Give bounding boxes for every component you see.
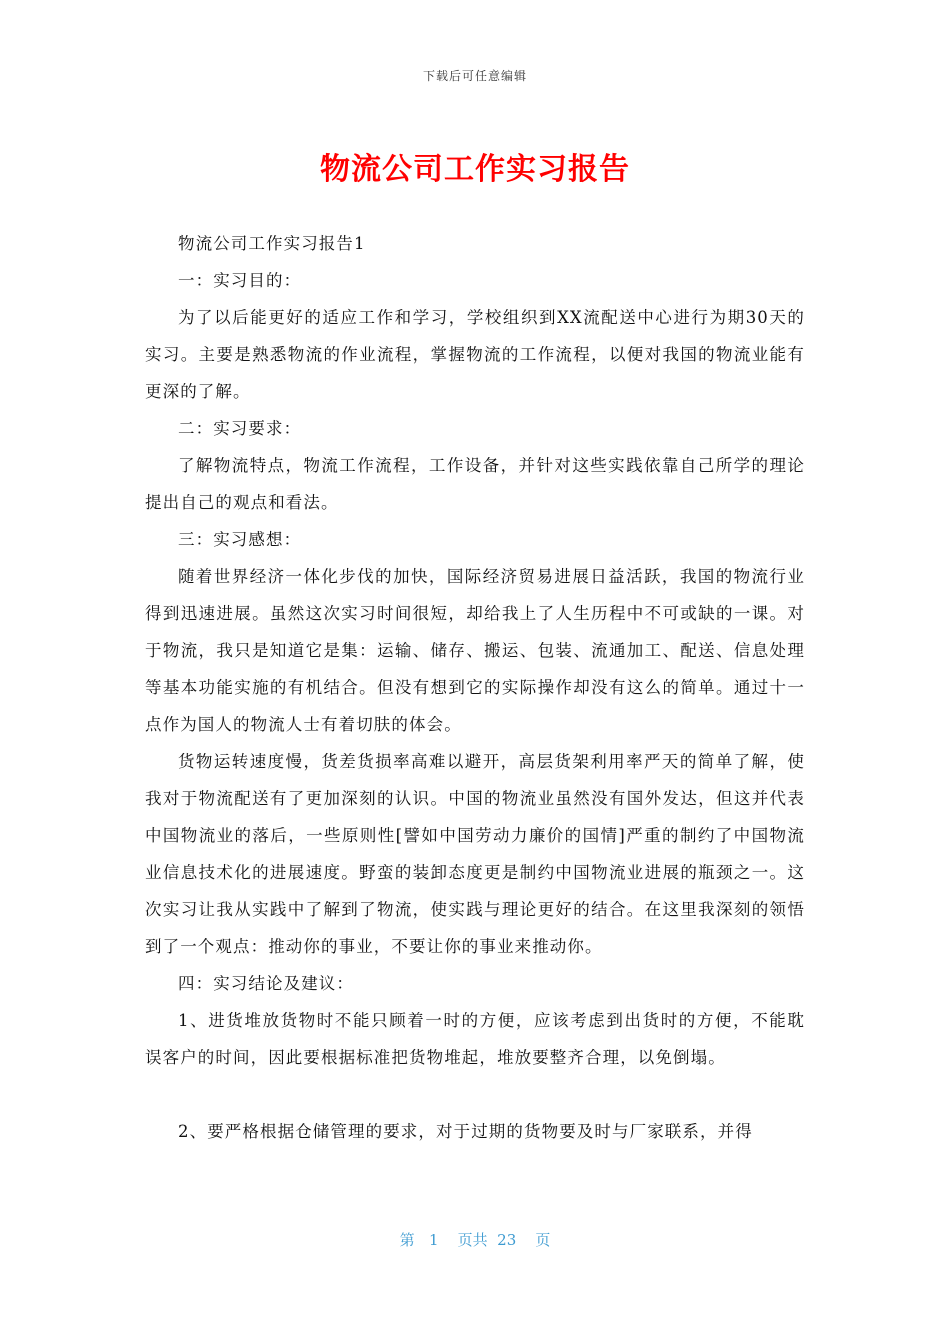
paragraph-section-requirements: 二：实习要求：	[178, 419, 302, 438]
footer-middle: 页共	[457, 1231, 488, 1249]
footer-suffix: 页	[535, 1231, 551, 1249]
paragraph-report-heading: 物流公司工作实习报告1	[178, 234, 366, 253]
paragraph-conclusion-item-2: 2、要严格根据仓储管理的要求，对于过期的货物要及时与厂家联系，并得	[178, 1122, 753, 1141]
paragraph-section-purpose: 一：实习目的：	[178, 271, 302, 290]
document-title: 物流公司工作实习报告	[320, 152, 630, 187]
paragraph-reflections-text-2: 货物运转速度慢，货差货损率高难以避开，高层货架利用率严天的简单了解，使我对于物流配送有了更加深刻的认识。中国的物流业虽然没有国外发达，但这并代表中国物流业的落后，一些原则性[譬如中国劳动力廉价的国情]严重的制约了中国物流业信息技术化的进展速度。野蛮的装卸态度更是制约中国物流业进展的瓶颈之一。这次实习让我从实践中了解到了物流，使实践与理论更好的结合。在这里我深刻的领悟到了一个观点：推动你的事业，不要让你的事业来推动你。	[145, 752, 805, 956]
paragraph-requirements-text: 了解物流特点，物流工作流程，工作设备，并针对这些实践依靠自己所学的理论提出自己的观点和看法。	[145, 456, 805, 512]
paragraph-purpose-text: 为了以后能更好的适应工作和学习，学校组织到XX流配送中心进行为期30天的实习。主要是熟悉物流的作业流程，掌握物流的工作流程，以便对我国的物流业能有更深的了解。	[145, 308, 805, 401]
paragraph-section-reflections: 三：实习感想：	[178, 530, 302, 549]
document-body	[145, 225, 805, 1150]
paragraph-conclusion-item-1: 1、进货堆放货物时不能只顾着一时的方便，应该考虑到出货时的方便，不能耽误客户的时间，因此要根据标准把货物堆起，堆放要整齐合理，以免倒塌。	[145, 1011, 805, 1067]
header-note: 下载后可任意编辑	[422, 69, 527, 83]
footer-current-page: 1	[428, 1231, 439, 1249]
footer-total-pages: 23	[497, 1231, 517, 1249]
footer-prefix: 第	[399, 1231, 415, 1249]
page-footer	[0, 1229, 950, 1250]
paragraph-reflections-text-1: 随着世界经济一体化步伐的加快，国际经济贸易进展日益活跃，我国的物流行业得到迅速进展。虽然这次实习时间很短，却给我上了人生历程中不可或缺的一课。对于物流，我只是知道它是集：运输、储存、搬运、包装、流通加工、配送、信息处理等基本功能实施的有机结合。但没有想到它的实际操作却没有这么的简单。通过十一点作为国人的物流人士有着切肤的体会。	[145, 567, 805, 734]
paragraph-section-conclusions: 四：实习结论及建议：	[178, 974, 354, 993]
